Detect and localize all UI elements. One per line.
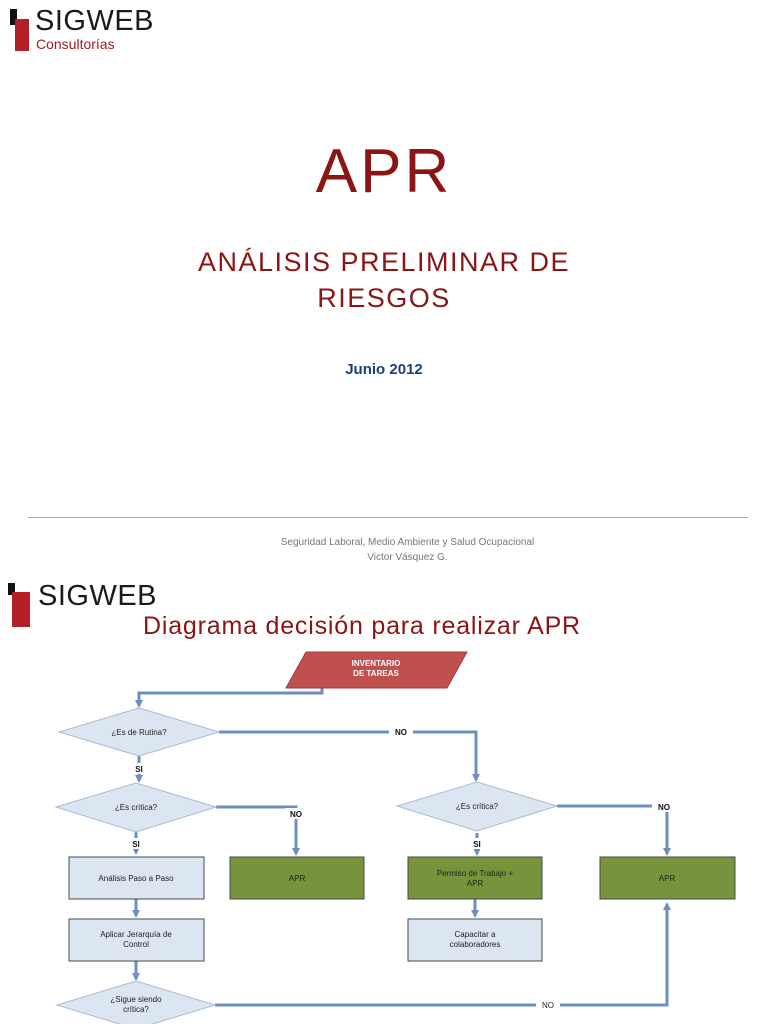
critica-left-label: ¿Es crítica? xyxy=(114,803,158,812)
node-apr-left xyxy=(230,857,364,899)
node-sigue-siendo-critica xyxy=(57,981,215,1024)
capacitar-label-2: colaboradores xyxy=(449,940,501,949)
slide-date: Junio 2012 xyxy=(345,361,423,378)
permiso-label-2: APR xyxy=(466,879,484,888)
apr-right-label: APR xyxy=(658,874,676,883)
logo-subtitle: Consultorías xyxy=(36,36,115,52)
logo-wordmark: SIGWEB xyxy=(35,5,155,37)
label-no-critica-left: NO xyxy=(290,810,302,819)
diagram-title: Diagrama decisión para realizar APR xyxy=(143,612,581,640)
node-es-critica-left xyxy=(56,783,216,832)
permiso-label-1: Permiso de Trabajo + xyxy=(436,869,514,878)
arrow-critica-right-no xyxy=(557,806,667,854)
arrow-rutina-no xyxy=(219,732,476,780)
logo-wordmark: SIGWEB xyxy=(38,580,158,612)
node-es-de-rutina xyxy=(59,708,219,756)
node-inventario xyxy=(286,652,467,688)
inventario-label-2: DE TAREAS xyxy=(353,669,399,678)
node-analisis-paso-a-paso xyxy=(69,857,204,899)
label-no-rutina: NO xyxy=(395,728,407,737)
sigue-label-1: ¿Sigue siendo xyxy=(110,995,162,1004)
slide-subtitle-line2: RIESGOS xyxy=(317,283,451,313)
node-apr-right xyxy=(600,857,735,899)
capacitar-label-1: Capacitar a xyxy=(454,930,496,939)
arrow-critica-left-no xyxy=(216,807,296,854)
apr-left-label: APR xyxy=(288,874,306,883)
label-si-critica-right: SI xyxy=(473,840,481,849)
node-aplicar-jerarquia xyxy=(69,919,204,961)
label-si-critica-left: SI xyxy=(132,840,140,849)
node-capacitar xyxy=(408,919,542,961)
slide-title: APR xyxy=(315,137,453,206)
analisis-label: Análisis Paso a Paso xyxy=(98,874,174,883)
critica-right-label: ¿Es crítica? xyxy=(455,802,499,811)
arrow-inventario-to-rutina xyxy=(139,688,322,706)
jerarquia-label-2: Control xyxy=(123,940,149,949)
inventario-label-1: INVENTARIO xyxy=(351,659,401,668)
rutina-label: ¿Es de Rutina? xyxy=(111,728,167,737)
label-no-sigue: NO xyxy=(542,1001,554,1010)
jerarquia-label-1: Aplicar Jerarquía de xyxy=(100,930,172,939)
footer-line1: Seguridad Laboral, Medio Ambiente y Salud Ocupacional xyxy=(280,537,535,548)
sigue-label-2: crítica? xyxy=(123,1005,149,1014)
slide-subtitle-line1: ANÁLISIS PRELIMINAR DE xyxy=(197,247,571,277)
label-si-rutina: SI xyxy=(135,765,143,774)
edge-labels xyxy=(125,726,676,1010)
label-no-critica-right: NO xyxy=(658,803,670,812)
node-permiso-de-trabajo xyxy=(408,857,542,899)
footer-line2: Victor Vásquez G. xyxy=(367,552,448,563)
node-es-critica-right xyxy=(397,782,557,831)
